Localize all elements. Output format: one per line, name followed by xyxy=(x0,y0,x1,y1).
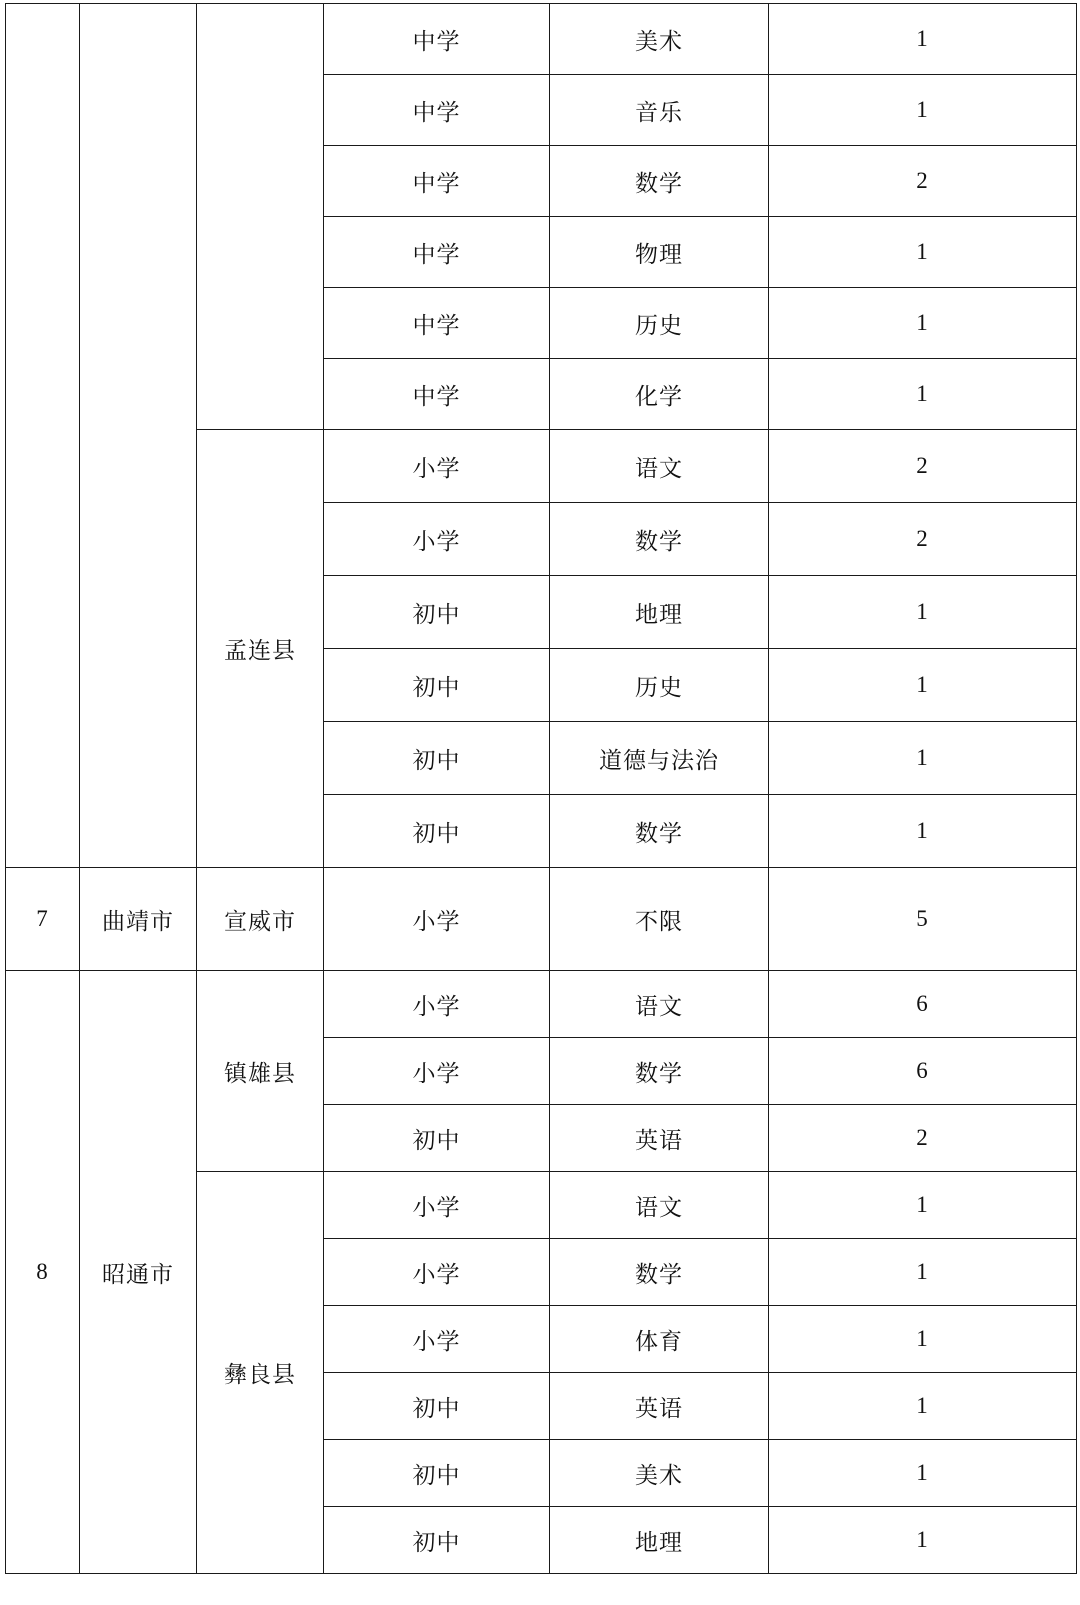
allocation-table xyxy=(5,3,1077,1574)
subject-cell: 地理 xyxy=(550,1507,769,1574)
school-level-cell: 中学 xyxy=(324,75,550,146)
index-cell: 7 xyxy=(6,868,80,971)
school-level-cell: 中学 xyxy=(324,146,550,217)
subject-cell: 音乐 xyxy=(550,75,769,146)
school-level-cell: 小学 xyxy=(324,1172,550,1239)
count-cell: 5 xyxy=(769,868,1077,971)
subject-cell: 数学 xyxy=(550,1038,769,1105)
school-level-cell: 初中 xyxy=(324,1373,550,1440)
school-level-cell: 小学 xyxy=(324,1038,550,1105)
school-level-cell: 中学 xyxy=(324,217,550,288)
subject-cell: 语文 xyxy=(550,1172,769,1239)
school-level-cell: 中学 xyxy=(324,359,550,430)
school-level-cell: 中学 xyxy=(324,4,550,75)
count-cell: 6 xyxy=(769,971,1077,1038)
county-cell: 孟连县 xyxy=(197,430,324,868)
school-level-cell: 小学 xyxy=(324,503,550,576)
table-row xyxy=(6,868,1077,971)
index-cell xyxy=(6,4,80,868)
count-cell: 1 xyxy=(769,75,1077,146)
subject-cell: 历史 xyxy=(550,649,769,722)
subject-cell: 英语 xyxy=(550,1373,769,1440)
count-cell: 1 xyxy=(769,722,1077,795)
count-cell: 1 xyxy=(769,576,1077,649)
county-cell: 宣威市 xyxy=(197,868,324,971)
count-cell: 1 xyxy=(769,1239,1077,1306)
county-cell xyxy=(197,4,324,430)
count-cell: 2 xyxy=(769,430,1077,503)
count-cell: 1 xyxy=(769,359,1077,430)
subject-cell: 数学 xyxy=(550,1239,769,1306)
subject-cell: 道德与法治 xyxy=(550,722,769,795)
school-level-cell: 初中 xyxy=(324,1440,550,1507)
city-cell: 曲靖市 xyxy=(80,868,197,971)
subject-cell: 数学 xyxy=(550,795,769,868)
subject-cell: 化学 xyxy=(550,359,769,430)
count-cell: 2 xyxy=(769,146,1077,217)
subject-cell: 美术 xyxy=(550,4,769,75)
count-cell: 1 xyxy=(769,217,1077,288)
school-level-cell: 中学 xyxy=(324,288,550,359)
school-level-cell: 小学 xyxy=(324,971,550,1038)
table-row xyxy=(6,971,1077,1038)
county-cell: 镇雄县 xyxy=(197,971,324,1172)
school-level-cell: 初中 xyxy=(324,649,550,722)
subject-cell: 语文 xyxy=(550,430,769,503)
count-cell: 1 xyxy=(769,1440,1077,1507)
count-cell: 2 xyxy=(769,1105,1077,1172)
count-cell: 1 xyxy=(769,288,1077,359)
index-cell: 8 xyxy=(6,971,80,1574)
table-row xyxy=(6,4,1077,75)
subject-cell: 数学 xyxy=(550,146,769,217)
school-level-cell: 初中 xyxy=(324,795,550,868)
school-level-cell: 初中 xyxy=(324,1507,550,1574)
count-cell: 1 xyxy=(769,1507,1077,1574)
subject-cell: 地理 xyxy=(550,576,769,649)
subject-cell: 物理 xyxy=(550,217,769,288)
count-cell: 2 xyxy=(769,503,1077,576)
subject-cell: 历史 xyxy=(550,288,769,359)
subject-cell: 美术 xyxy=(550,1440,769,1507)
count-cell: 1 xyxy=(769,795,1077,868)
count-cell: 1 xyxy=(769,649,1077,722)
count-cell: 1 xyxy=(769,1306,1077,1373)
subject-cell: 英语 xyxy=(550,1105,769,1172)
table-body xyxy=(6,4,1077,1574)
school-level-cell: 小学 xyxy=(324,1239,550,1306)
count-cell: 1 xyxy=(769,4,1077,75)
school-level-cell: 初中 xyxy=(324,722,550,795)
allocation-table-container xyxy=(5,3,1077,1574)
count-cell: 1 xyxy=(769,1373,1077,1440)
subject-cell: 数学 xyxy=(550,503,769,576)
county-cell: 彝良县 xyxy=(197,1172,324,1574)
count-cell: 1 xyxy=(769,1172,1077,1239)
subject-cell: 体育 xyxy=(550,1306,769,1373)
subject-cell: 不限 xyxy=(550,868,769,971)
count-cell: 6 xyxy=(769,1038,1077,1105)
city-cell: 昭通市 xyxy=(80,971,197,1574)
school-level-cell: 小学 xyxy=(324,430,550,503)
school-level-cell: 初中 xyxy=(324,1105,550,1172)
school-level-cell: 小学 xyxy=(324,868,550,971)
school-level-cell: 初中 xyxy=(324,576,550,649)
subject-cell: 语文 xyxy=(550,971,769,1038)
city-cell xyxy=(80,4,197,868)
school-level-cell: 小学 xyxy=(324,1306,550,1373)
